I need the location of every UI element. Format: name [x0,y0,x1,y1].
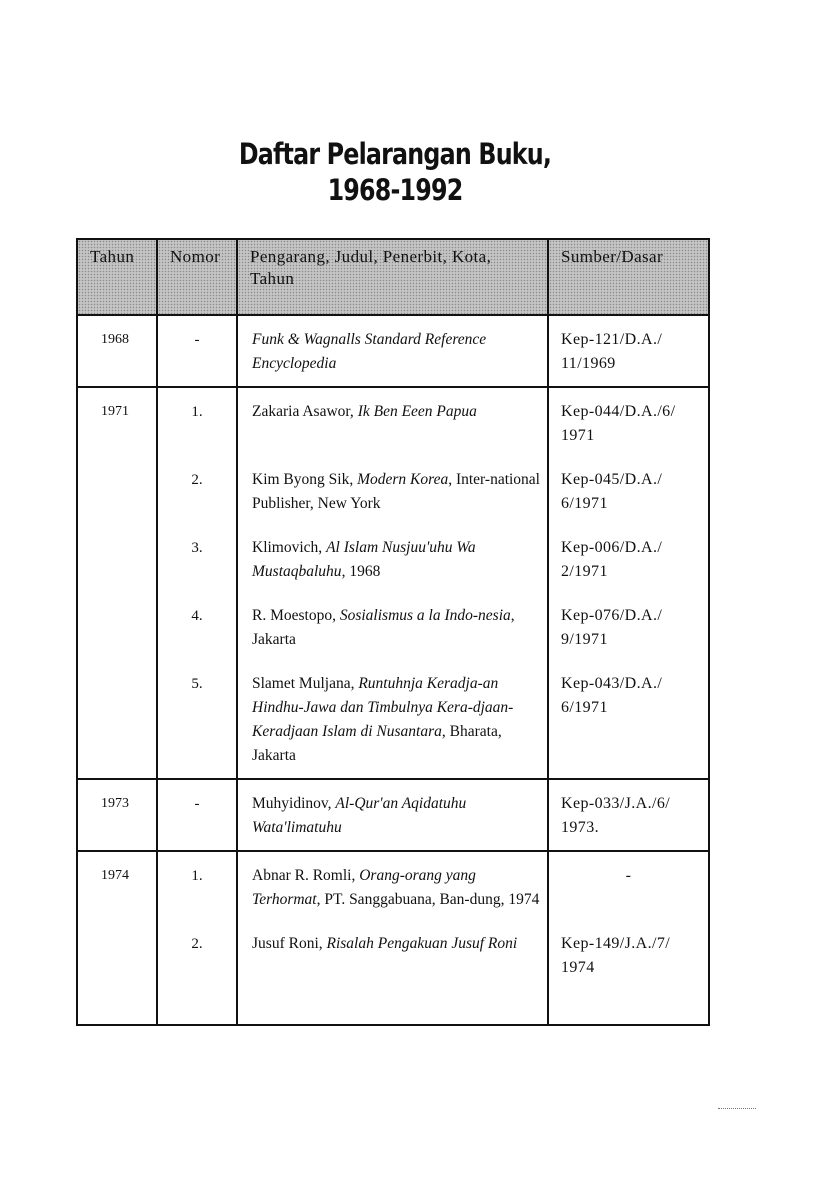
book-title: Runtuhnja Keradja-an Hindhu-Jawa dan Timbulnya Kera-djaan-Keradjaan Islam di Nusantara [252,675,514,740]
number-cell: 1. [157,387,237,448]
number-cell: 1. [157,851,237,912]
table-row-spacer [77,980,709,1025]
spacer-cell [157,980,237,1025]
number-cell: 4. [157,584,237,652]
work-cell [237,315,548,387]
table-row [77,652,709,779]
year-cell: 1974 [77,851,157,912]
source-cell: Kep-033/J.A./6/ 1973. [548,779,709,851]
ban-list-table [76,238,710,1026]
year-cell [77,516,157,584]
table-row [77,851,709,912]
table-row [77,584,709,652]
book-title: Sosialismus a la Indo-nesia [339,607,511,624]
author-text: Abnar R. Romli, [252,867,360,884]
table-row [77,779,709,851]
publisher-text: , Jakarta [252,607,515,648]
page-title-line-1: Daftar Pelarangan Buku, [238,137,552,171]
table-row [77,912,709,980]
work-cell [237,851,548,912]
work-cell [237,387,548,448]
publisher-text: , PT. Sanggabuana, Ban-dung, 1974 [316,891,540,908]
work-cell [237,516,548,584]
number-cell: - [157,315,237,387]
source-cell: Kep-043/D.A./ 6/1971 [548,652,709,779]
scan-mark [718,1108,756,1113]
year-cell: 1968 [77,315,157,387]
source-cell: Kep-006/D.A./ 2/1971 [548,516,709,584]
book-title: Al Islam Nusjuu'uhu Wa Mustaqbaluhu [252,539,476,580]
number-cell: 2. [157,448,237,516]
header-year: Tahun [77,239,157,315]
table-row [77,315,709,387]
book-title: Risalah Pengakuan Jusuf Roni [326,935,518,952]
work-cell [237,912,548,980]
source-cell: Kep-045/D.A./ 6/1971 [548,448,709,516]
author-text: Zakaria Asawor, [252,403,358,420]
book-title: Orang-orang yang Terhormat [252,867,476,908]
table-row [77,516,709,584]
author-text: Slamet Muljana, [252,675,359,692]
year-cell [77,912,157,980]
author-text: R. Moestopo, [252,607,340,624]
year-cell: 1973 [77,779,157,851]
page-title [71,136,719,208]
number-cell: 5. [157,652,237,779]
publisher-text: , Inter-national Publisher, New York [252,471,540,512]
book-title: Modern Korea [357,471,449,488]
header-source: Sumber/Dasar [548,239,709,315]
number-cell: 2. [157,912,237,980]
header-number: Nomor [157,239,237,315]
work-cell [237,779,548,851]
author-text: Muhyidinov, [252,795,336,812]
table-row [77,387,709,448]
work-cell [237,584,548,652]
header-work: Pengarang, Judul, Penerbit, Kota, Tahun [237,239,548,315]
number-cell: - [157,779,237,851]
work-cell [237,448,548,516]
book-title: Funk & Wagnalls Standard Reference Encyclopedia [252,331,487,372]
source-cell: - [548,851,709,912]
spacer-cell [548,980,709,1025]
publisher-text: , 1968 [341,563,381,580]
book-title: Al-Qur'an Aqidatuhu Wata'limatuhu [252,795,467,836]
spacer-cell [77,980,157,1025]
publisher-text: , Bharata, Jakarta [252,723,502,764]
author-text: Klimovich, [252,539,327,556]
author-text: Jusuf Roni, [252,935,327,952]
book-title: Ik Ben Eeen Papua [357,403,477,420]
year-cell [77,448,157,516]
year-cell [77,584,157,652]
spacer-cell [237,980,548,1025]
source-cell: Kep-076/D.A./ 9/1971 [548,584,709,652]
source-cell: Kep-149/J.A./7/ 1974 [548,912,709,980]
year-cell [77,652,157,779]
page-title-line-2: 1968-1992 [327,173,463,207]
year-cell: 1971 [77,387,157,448]
author-text: Kim Byong Sik, [252,471,358,488]
source-cell: Kep-044/D.A./6/ 1971 [548,387,709,448]
number-cell: 3. [157,516,237,584]
table-header-row [77,239,709,315]
table-row [77,448,709,516]
work-cell [237,652,548,779]
source-cell: Kep-121/D.A./ 11/1969 [548,315,709,387]
